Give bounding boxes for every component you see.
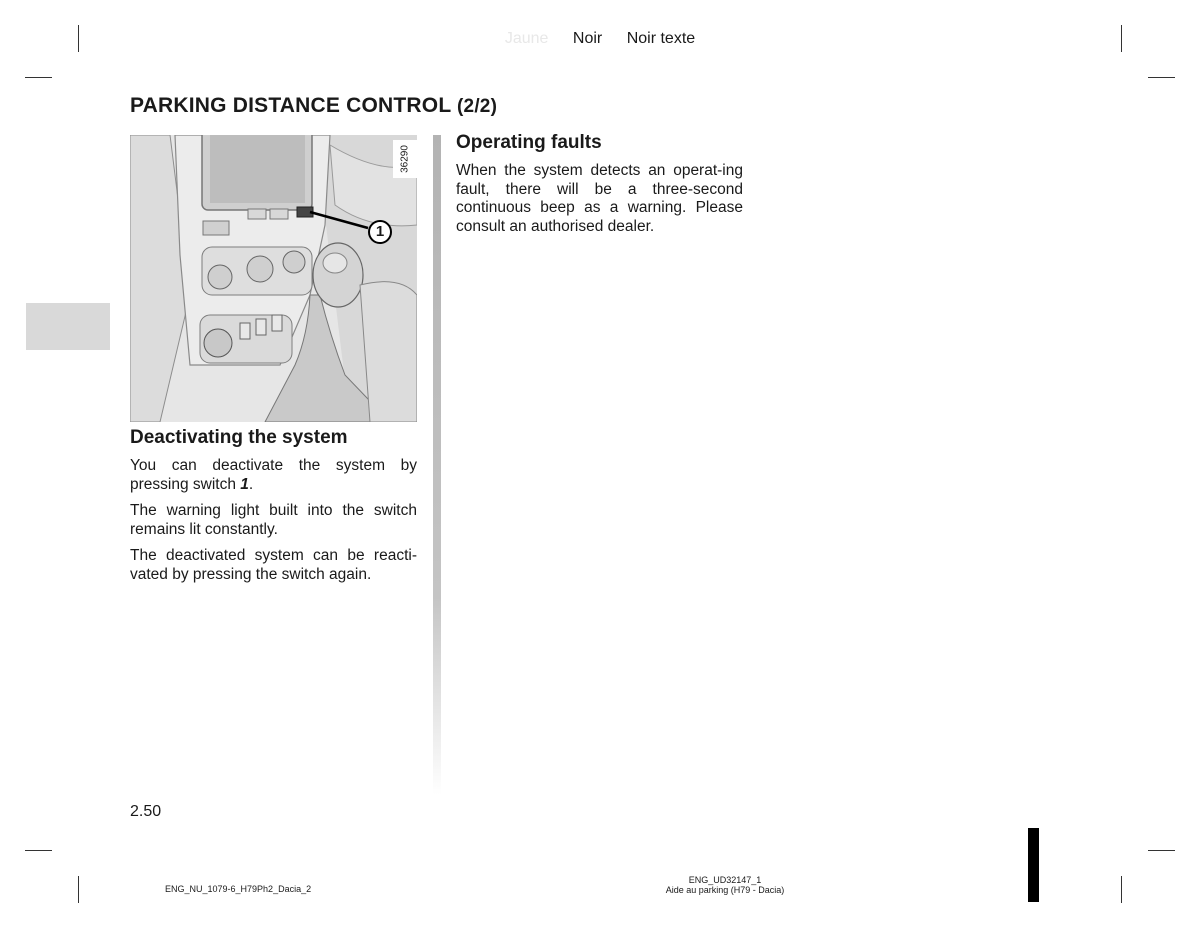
section-operating-faults: [456, 132, 743, 244]
color-label-jaune: Jaune: [504, 30, 549, 47]
paragraph-text: You can deactivate the system by pressing switch: [130, 457, 417, 493]
section-heading: Operating faults: [456, 132, 602, 153]
figure-code: 36290: [399, 145, 411, 173]
crop-mark: [78, 876, 79, 903]
color-label-noir-texte: Noir texte: [626, 30, 696, 47]
paragraph: When the system detects an operat-ing fault, there will be a three-second continuous beep as a warning. Please consult an authorised dealer.: [456, 162, 743, 235]
crop-mark: [1121, 876, 1122, 903]
page-title: [130, 94, 497, 118]
chapter-tab: [26, 303, 110, 350]
footer-reference: [600, 875, 850, 895]
dashboard-illustration: [130, 135, 417, 422]
crop-mark: [1148, 77, 1175, 78]
paragraph: The warning light built into the switch remains lit constantly.: [130, 502, 417, 538]
figure-code-box: [393, 140, 417, 178]
section-deactivating: [130, 427, 417, 592]
callout-marker: [368, 220, 392, 244]
color-separation-labels: [0, 30, 1200, 48]
footer-reference-code: ENG_UD32147_1: [688, 875, 762, 885]
page-title-text: PARKING DISTANCE CONTROL: [130, 94, 451, 117]
registration-bar: [1028, 828, 1039, 902]
crop-mark: [1148, 850, 1175, 851]
callout-label: 1: [375, 223, 385, 240]
crop-mark: [25, 850, 52, 851]
switch-reference: 1: [240, 475, 249, 493]
section-heading: Deactivating the system: [130, 427, 348, 448]
footer-reference-title: Aide au parking (H79 - Dacia): [665, 885, 785, 895]
dashboard-drawing: [130, 135, 417, 422]
column-divider: [433, 135, 441, 795]
page-number: 2.50: [130, 803, 162, 820]
paragraph: [130, 457, 417, 494]
crop-mark: [25, 77, 52, 78]
footer-document-code: ENG_NU_1079-6_H79Ph2_Dacia_2: [165, 884, 312, 894]
page-title-suffix: (2/2): [457, 96, 498, 117]
paragraph: The deactivated system can be reacti-vated by pressing the switch again.: [130, 547, 417, 583]
color-label-noir: Noir: [572, 30, 603, 47]
paragraph-text: .: [248, 475, 254, 493]
